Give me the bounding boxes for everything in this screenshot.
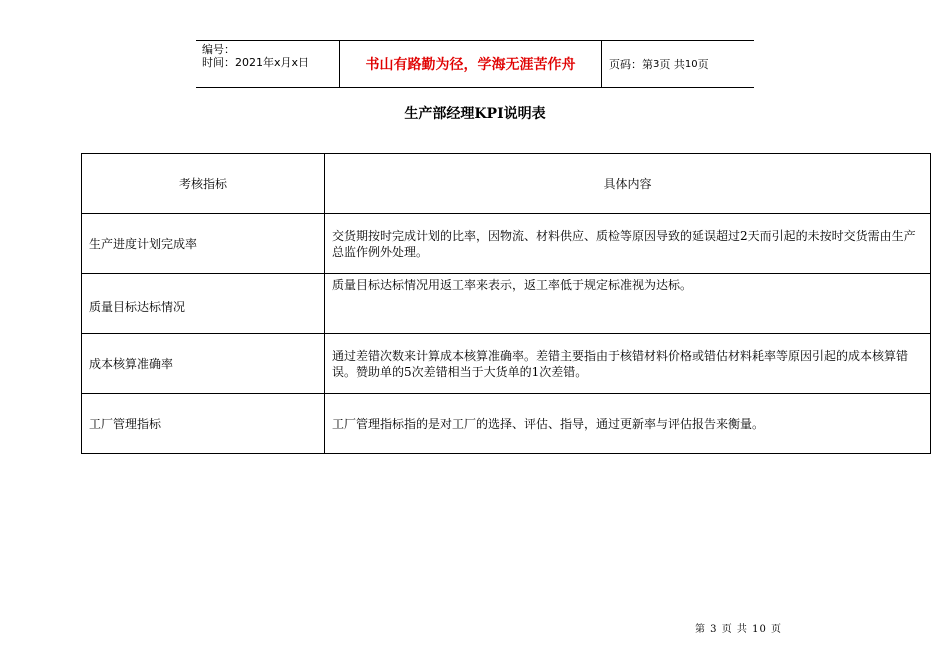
metric-cell: 成本核算准确率 bbox=[82, 334, 325, 394]
page-label-suffix: 页 bbox=[697, 58, 709, 71]
column-header-content: 具体内容 bbox=[325, 154, 931, 214]
header-meta bbox=[196, 41, 339, 87]
header-page-info bbox=[602, 41, 754, 87]
metric-cell: 生产进度计划完成率 bbox=[82, 214, 325, 274]
content-text: 质量目标达标情况用返工率来表示，返工率低于规定标准视为达标。 bbox=[332, 278, 693, 292]
page-footer: 第 3 页 共 10 页 bbox=[695, 624, 782, 635]
page-label-mid: 页 共 bbox=[659, 58, 685, 71]
document-header bbox=[196, 40, 754, 88]
content-cell: 工厂管理指标指的是对工厂的选择、评估、指导，通过更新率与评估报告来衡量。 bbox=[325, 394, 931, 454]
time-label: 时间：2021年x月x日 bbox=[202, 56, 310, 69]
header-motto: 书山有路勤为径，学海无涯苦作舟 bbox=[339, 41, 602, 87]
column-header-metric: 考核指标 bbox=[82, 154, 325, 214]
page-current: 3 bbox=[653, 58, 660, 70]
metric-cell: 工厂管理指标 bbox=[82, 394, 325, 454]
metric-cell: 质量目标达标情况 bbox=[82, 274, 325, 334]
table-row bbox=[82, 274, 931, 334]
page-label-prefix: 页码：第 bbox=[609, 58, 653, 71]
table-header-row bbox=[82, 154, 931, 214]
content-cell: 交货期按时完成计划的比率，因物流、材料供应、质检等原因导致的延误超过2天而引起的未按时交货需由生产总监作例外处理。 bbox=[325, 214, 931, 274]
page-total: 10 bbox=[684, 58, 698, 70]
number-label: 编号： bbox=[202, 43, 235, 56]
table-row bbox=[82, 334, 931, 394]
kpi-table bbox=[81, 153, 931, 454]
table-row bbox=[82, 394, 931, 454]
table-row bbox=[82, 214, 931, 274]
content-cell: 通过差错次数来计算成本核算准确率。差错主要指由于核错材料价格或错估材料耗率等原因引起的成本核算错误。赞助单的5次差错相当于大货单的1次差错。 bbox=[325, 334, 931, 394]
page-title: 生产部经理KPI说明表 bbox=[404, 106, 546, 122]
content-cell bbox=[325, 274, 931, 334]
